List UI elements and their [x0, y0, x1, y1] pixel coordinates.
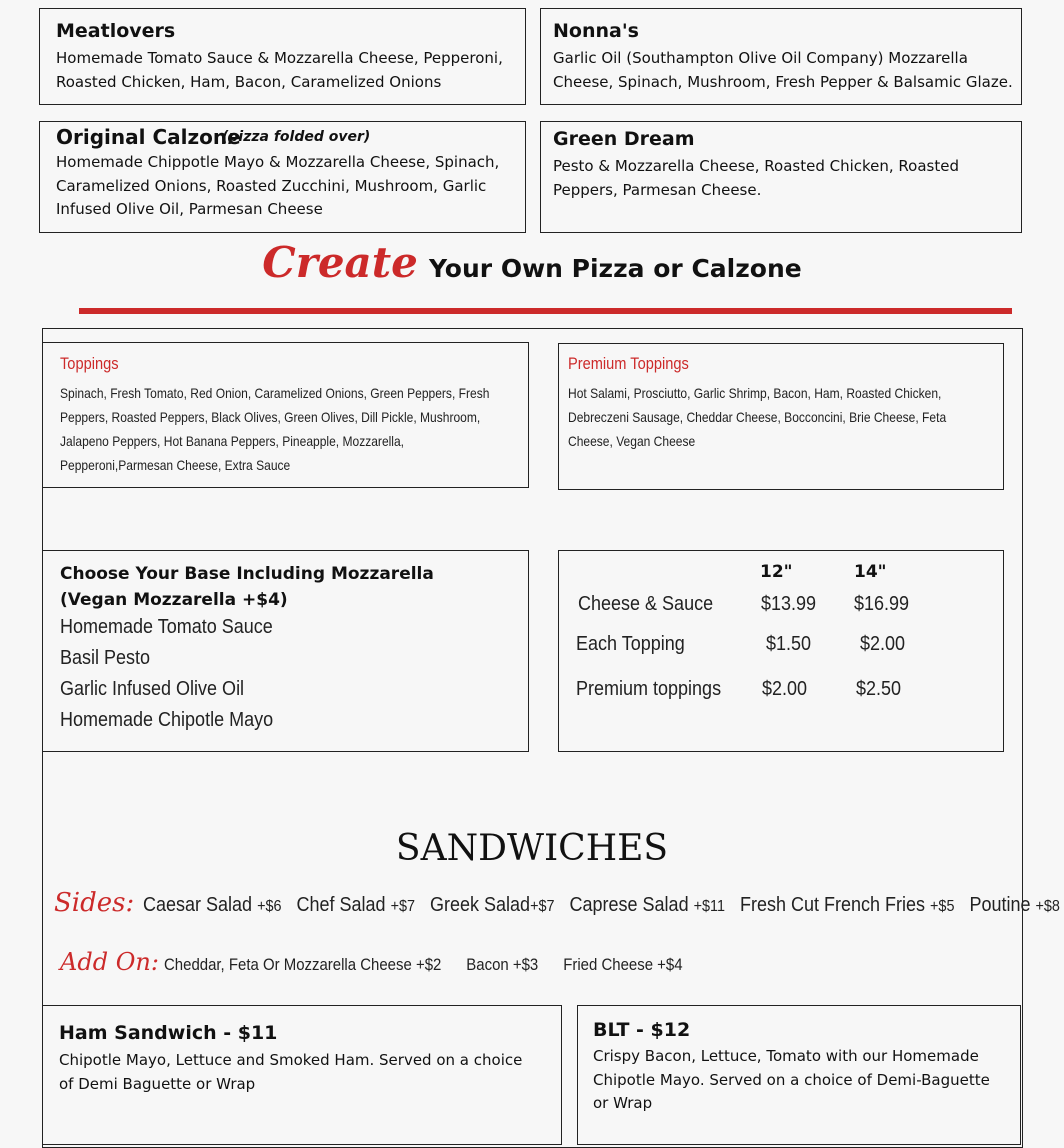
sides-row	[54, 888, 1064, 918]
addon-price: +$4	[657, 955, 683, 974]
side-item: Greek Salad	[430, 894, 531, 916]
side-price: +$7	[390, 898, 416, 915]
premium-toppings-title: Premium Toppings	[568, 354, 689, 373]
side-item: Chef Salad	[296, 894, 386, 916]
sandwich-name: BLT - $12	[593, 1019, 691, 1041]
side-price: +$8	[1035, 898, 1061, 915]
base-title-line: Choose Your Base Including Mozzarella	[60, 564, 434, 584]
price-12: $1.50	[766, 633, 812, 655]
price-12: $13.99	[761, 593, 817, 615]
pizza-name: Original Calzone	[56, 125, 241, 149]
price-label: Each Topping	[576, 633, 685, 655]
addon-item: Bacon	[466, 955, 509, 974]
addon-label: Add On:	[60, 948, 159, 976]
pizza-name: Nonna's	[553, 20, 639, 42]
price-label: Cheese & Sauce	[578, 593, 714, 615]
base-options	[60, 612, 273, 736]
side-price: +$6	[257, 898, 282, 915]
side-price: +$5	[930, 898, 955, 915]
addon-item: Fried Cheese	[563, 955, 654, 974]
create-script-word: Create	[262, 238, 418, 287]
sides-label: Sides:	[54, 888, 135, 918]
toppings-list: Spinach, Fresh Tomato, Red Onion, Caramelized Onions, Green Peppers, Fresh Peppers, Roasted Peppers, Black Olives, Green Olives, Dill Pickle, Mushroom, Jalapeno Peppers, Hot Banana Peppers, Pineapple, Mozzarella, Pepperoni,Parmesan Cheese, Extra Sauce	[60, 385, 490, 473]
sandwich-description: Crispy Bacon, Lettuce, Tomato with our Homemade Chipotle Mayo. Served on a choice of Demi-Baguette or Wrap	[593, 1047, 990, 1112]
side-item: Fresh Cut French Fries	[740, 894, 926, 916]
base-title	[60, 561, 434, 613]
addon-price: +$3	[512, 955, 539, 974]
pizza-name: Meatlovers	[56, 20, 176, 42]
price-14: $2.50	[856, 678, 902, 700]
side-item: Caesar Salad	[143, 894, 253, 916]
addon-row	[60, 948, 753, 976]
pizza-description: Homemade Tomato Sauce & Mozzarella Cheese, Pepperoni, Roasted Chicken, Ham, Bacon, Caramelized Onions	[56, 49, 503, 91]
price-14: $2.00	[860, 633, 906, 655]
pizza-description: Garlic Oil (Southampton Olive Oil Company) Mozzarella Cheese, Spinach, Mushroom, Fresh Pepper & Balsamic Glaze.	[553, 49, 1013, 91]
base-option: Homemade Tomato Sauce	[60, 616, 273, 638]
size-14-header: 14"	[854, 562, 887, 582]
create-heading-text: Your Own Pizza or Calzone	[429, 254, 802, 283]
base-option: Garlic Infused Olive Oil	[60, 678, 245, 700]
create-heading	[0, 238, 1064, 287]
price-12: $2.00	[762, 678, 808, 700]
pizza-description: Homemade Chippotle Mayo & Mozzarella Cheese, Spinach, Caramelized Onions, Roasted Zucchini, Mushroom, Garlic Infused Olive Oil, Parmesan Cheese	[56, 153, 500, 218]
base-title-line: (Vegan Mozzarella +$4)	[60, 590, 288, 610]
sandwich-name: Ham Sandwich - $11	[59, 1022, 278, 1044]
price-14: $16.99	[854, 593, 910, 615]
sides-list	[143, 894, 1060, 917]
red-divider	[79, 308, 1012, 314]
side-price: +$7	[530, 898, 555, 915]
pizza-description: Pesto & Mozzarella Cheese, Roasted Chicken, Roasted Peppers, Parmesan Cheese.	[553, 157, 959, 199]
size-12-header: 12"	[760, 562, 793, 582]
side-item: Caprese Salad	[569, 894, 689, 916]
side-item: Poutine	[969, 894, 1031, 916]
base-option: Basil Pesto	[60, 647, 151, 669]
pizza-note: (pizza folded over)	[222, 129, 371, 145]
side-price: +$11	[693, 898, 726, 915]
toppings-title: Toppings	[60, 354, 119, 373]
base-option: Homemade Chipotle Mayo	[60, 709, 274, 731]
addon-price: +$2	[415, 955, 442, 974]
sandwiches-heading: SANDWICHES	[395, 828, 669, 869]
price-label: Premium toppings	[576, 678, 722, 700]
addon-item: Cheddar, Feta Or Mozzarella Cheese	[164, 955, 412, 974]
sandwich-description: Chipotle Mayo, Lettuce and Smoked Ham. Served on a choice of Demi Baguette or Wrap	[59, 1051, 523, 1093]
premium-toppings-list: Hot Salami, Prosciutto, Garlic Shrimp, Bacon, Ham, Roasted Chicken, Debreczeni Sausage, Cheddar Cheese, Bocconcini, Brie Cheese, Feta Cheese, Vegan Cheese	[568, 385, 947, 449]
addon-list	[164, 955, 683, 975]
pizza-name: Green Dream	[553, 128, 695, 150]
